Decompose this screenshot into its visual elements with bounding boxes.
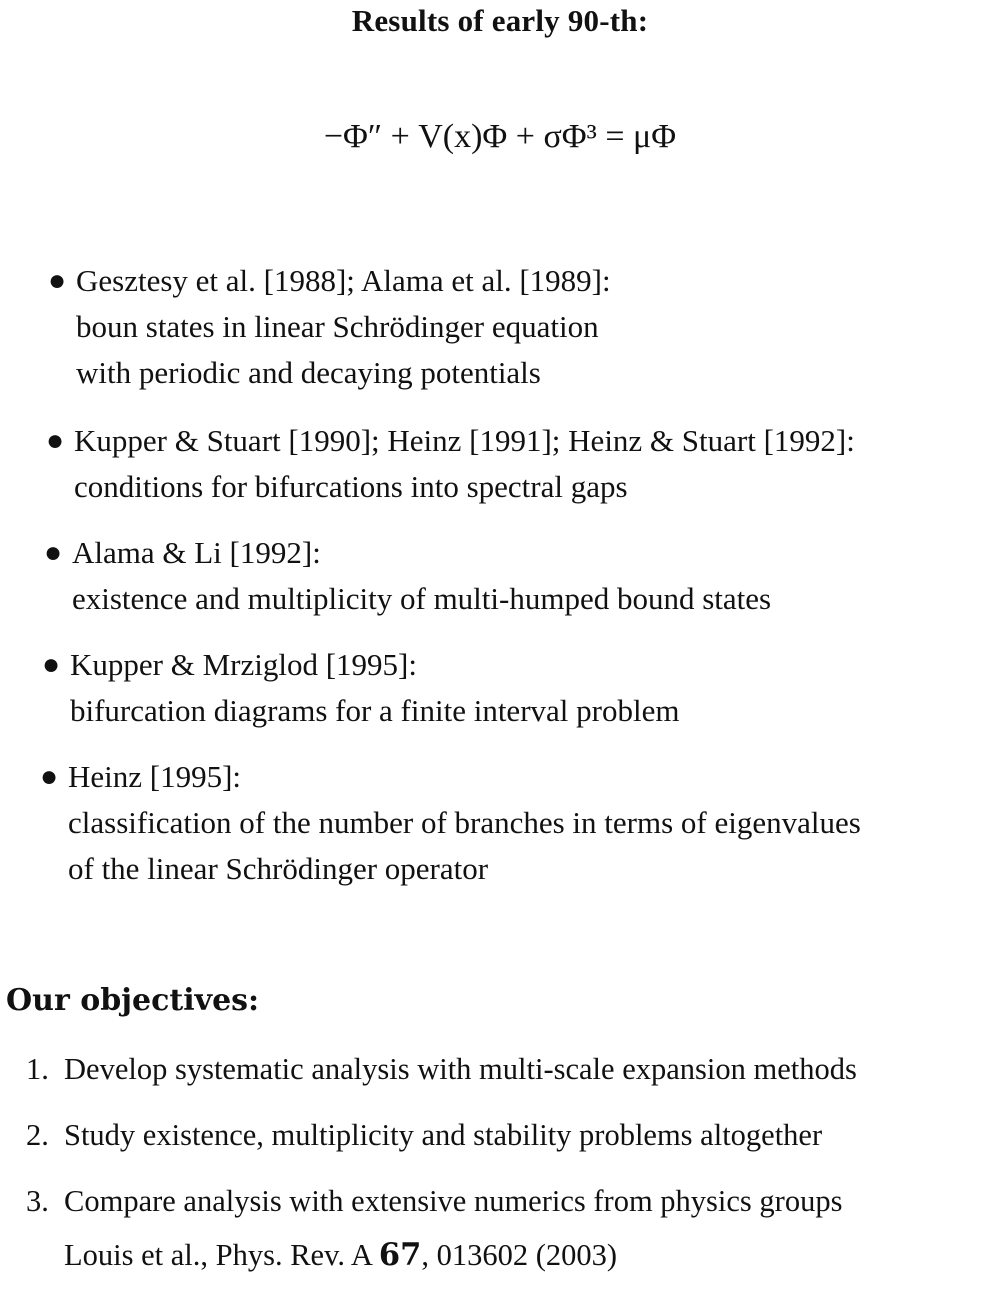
- bullet-item: [46, 418, 855, 510]
- bullet-dot-icon: ●: [48, 264, 67, 297]
- objective-number: 3.: [26, 1184, 49, 1218]
- objective-item: [26, 1046, 857, 1092]
- bullet-item: [48, 258, 611, 396]
- equation-lhs: −Φ″ + V(x)Φ + σΦ³: [323, 118, 597, 155]
- bullet-dot-icon: ●: [46, 424, 65, 457]
- bullet-dot-icon: ●: [40, 760, 59, 793]
- equation-rhs: μΦ: [633, 118, 677, 155]
- bullet-heading: Gesztesy et al. [1988]; Alama et al. [1989]:: [76, 263, 611, 298]
- bullet-line: conditions for bifurcations into spectral gaps: [74, 469, 628, 504]
- bullet-line: bifurcation diagrams for a finite interval problem: [70, 693, 680, 728]
- bullet-line: boun states in linear Schrödinger equation: [76, 309, 599, 344]
- reference-citation: [64, 1232, 617, 1278]
- reference-volume: 67: [378, 1237, 422, 1273]
- reference-suffix: , 013602 (2003): [421, 1238, 618, 1272]
- bullet-line: of the linear Schrödinger operator: [68, 851, 489, 886]
- objective-item: [26, 1112, 822, 1158]
- objective-item: [26, 1178, 842, 1224]
- bullet-line: with periodic and decaying potentials: [76, 355, 541, 390]
- bullet-line: existence and multiplicity of multi-humped bound states: [72, 581, 772, 616]
- objective-text: Study existence, multiplicity and stability problems altogether: [64, 1118, 823, 1152]
- bullet-line: classification of the number of branches in terms of eigenvalues: [68, 805, 861, 840]
- objective-number: 1.: [26, 1052, 49, 1086]
- objectives-title: Our objectives:: [6, 983, 260, 1018]
- reference-prefix: Louis et al., Phys. Rev. A: [64, 1238, 379, 1272]
- objective-number: 2.: [26, 1118, 49, 1152]
- equation: [0, 112, 1000, 162]
- bullet-heading: Alama & Li [1992]:: [72, 535, 321, 570]
- page-title: Results of early 90-th:: [351, 3, 649, 38]
- bullet-heading: Kupper & Stuart [1990]; Heinz [1991]; Heinz & Stuart [1992]:: [74, 423, 855, 458]
- bullet-heading: Kupper & Mrziglod [1995]:: [70, 647, 417, 682]
- bullet-dot-icon: ●: [42, 648, 61, 681]
- bullet-item: [44, 530, 772, 622]
- bullet-item: [40, 754, 861, 892]
- equation-equals: =: [605, 118, 625, 155]
- bullet-dot-icon: ●: [44, 536, 63, 569]
- objective-text: Compare analysis with extensive numerics from physics groups: [64, 1184, 843, 1218]
- objective-text: Develop systematic analysis with multi-scale expansion methods: [64, 1052, 857, 1086]
- bullet-item: [42, 642, 680, 734]
- bullet-heading: Heinz [1995]:: [68, 759, 242, 794]
